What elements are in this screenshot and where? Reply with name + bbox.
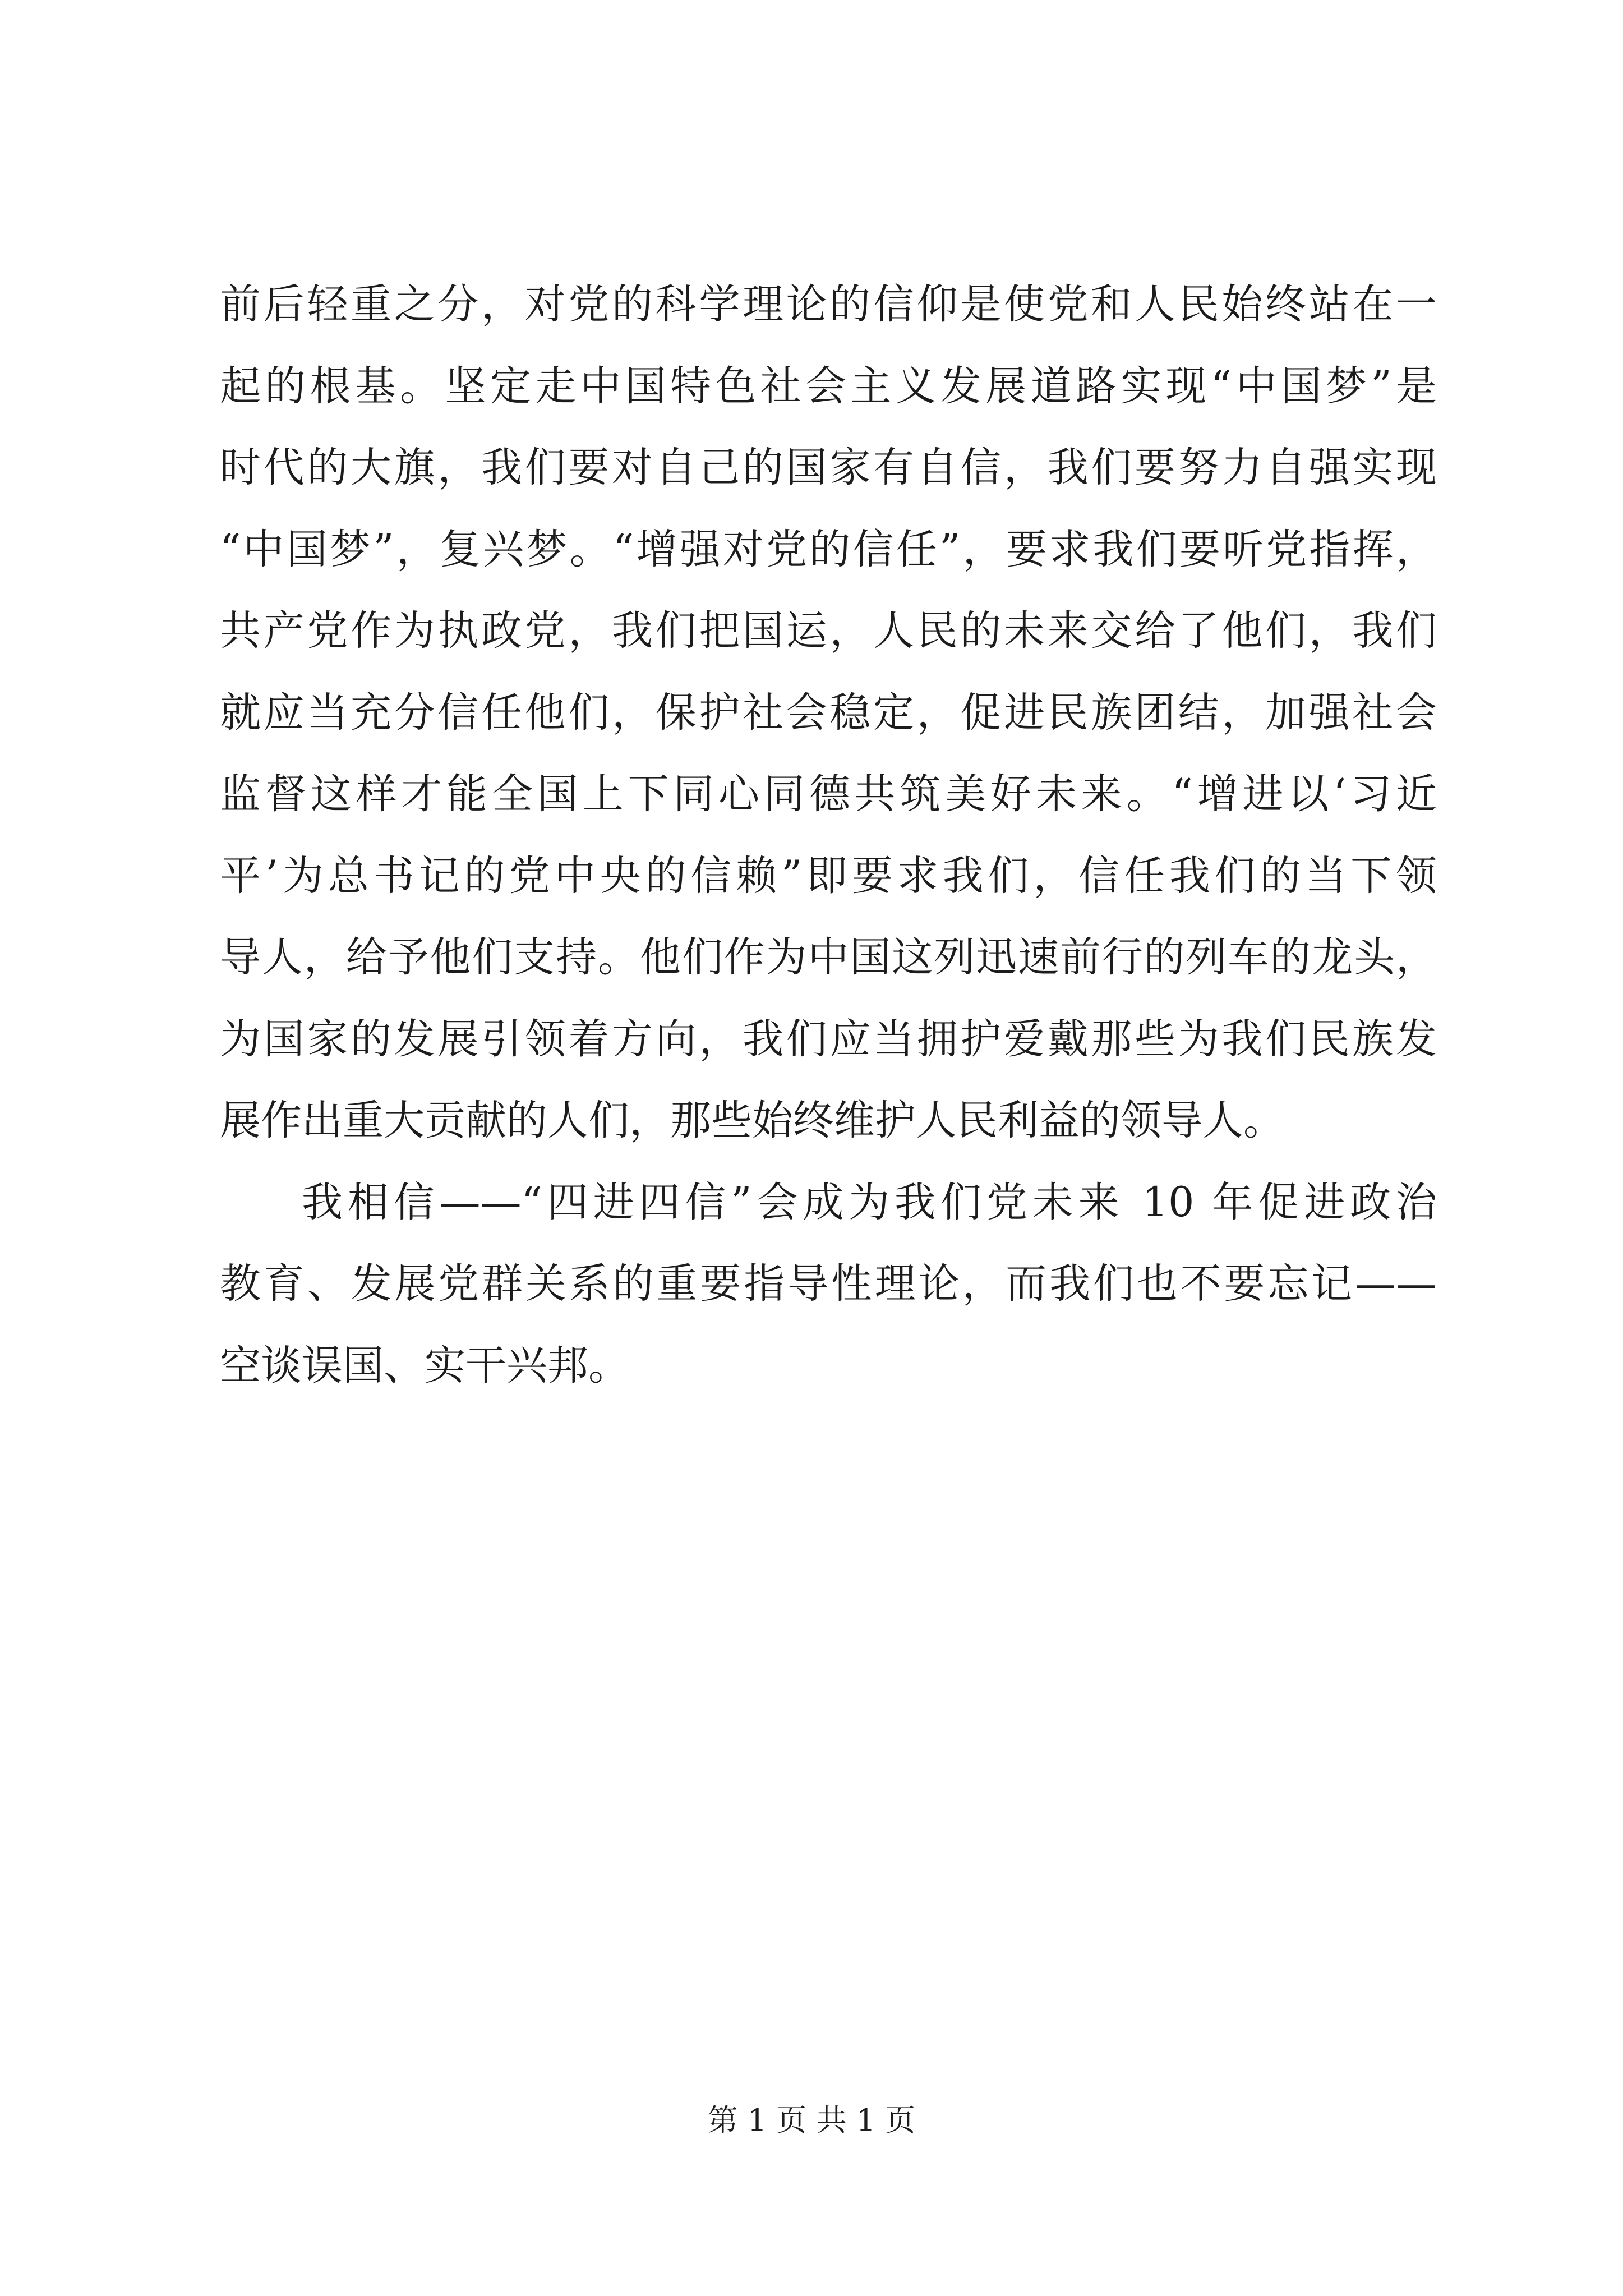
paragraph-1-line-5: 共产党作为执政党，我们把国运，人民的未来交给了他们，我们: [220, 607, 1437, 655]
paragraph-2-line-2: 教育、发展党群关系的重要指导性理论，而我们也不要忘记——: [220, 1260, 1437, 1308]
paragraph-2-line-3: 空谈误国、实干兴邦。: [220, 1341, 629, 1389]
paragraph-1-line-11: 展作出重大贡献的人们，那些始终维护人民利益的领导人。: [220, 1097, 1284, 1144]
paragraph-1-line-8: 平’为总书记的党中央的信赖”即要求我们，信任我们的当下领: [220, 852, 1437, 900]
paragraph-1-line-1: 前后轻重之分，对党的科学理论的信仰是使党和人民始终站在一: [220, 280, 1437, 328]
paragraph-2-line-1: 我相信——“四进四信”会成为我们党未来 10 年促进政治: [302, 1178, 1437, 1226]
page-footer: [0, 2101, 1623, 2140]
paragraph-1-line-9: 导人，给予他们支持。他们作为中国这列迅速前行的列车的龙头，: [220, 933, 1437, 981]
paragraph-1-line-10: 为国家的发展引领着方向，我们应当拥护爱戴那些为我们民族发: [220, 1015, 1437, 1063]
page-number: 第 1 页 共 1 页: [707, 2102, 916, 2138]
paragraph-1-line-3: 时代的大旗，我们要对自己的国家有自信，我们要努力自强实现: [220, 444, 1437, 491]
paragraph-1-line-7: 监督这样才能全国上下同心同德共筑美好未来。“增进以‘习近: [220, 770, 1437, 818]
body-text: [220, 264, 1437, 1406]
paragraph-1-line-4: “中国梦”，复兴梦。“增强对党的信任”，要求我们要听党指挥，: [220, 525, 1437, 573]
paragraph-1-line-2: 起的根基。坚定走中国特色社会主义发展道路实现“中国梦”是: [220, 362, 1437, 410]
paragraph-1-line-6: 就应当充分信任他们，保护社会稳定，促进民族团结，加强社会: [220, 688, 1437, 737]
